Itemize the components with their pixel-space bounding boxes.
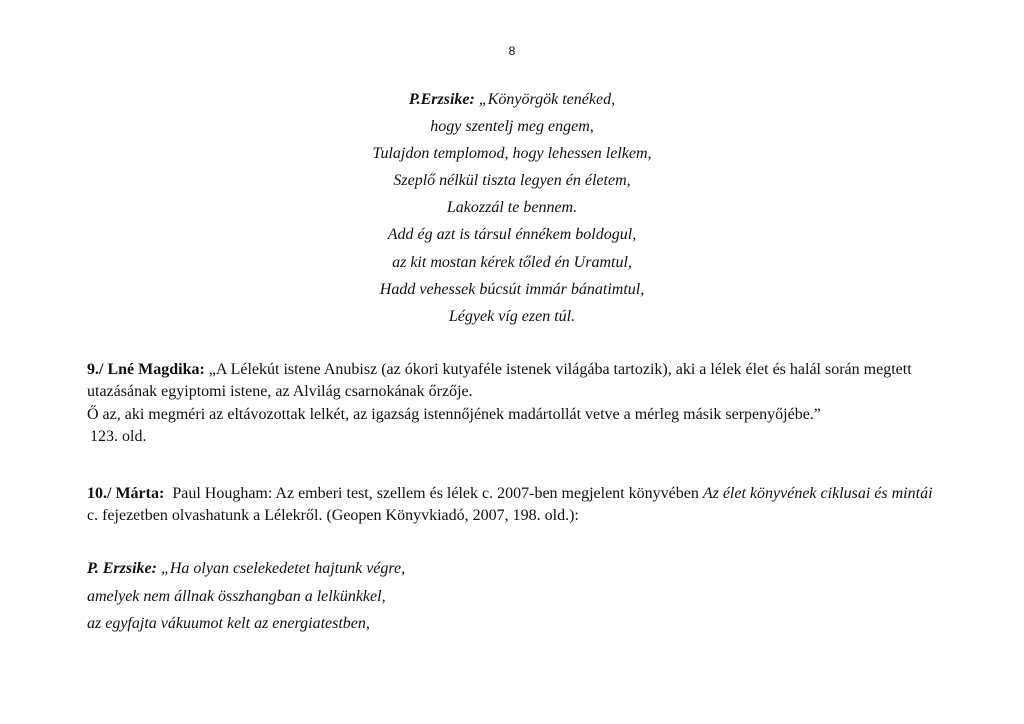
- speaker-label: 10./ Márta:: [87, 485, 165, 502]
- poem-line: Tulajdon templomod, hogy lehessen lelkem,: [372, 145, 652, 163]
- poem-line: Lakozzál te bennem.: [446, 199, 578, 217]
- paragraph-text: Paul Hougham: Az emberi test, szellem és lélek c. 2007-ben megjelent könyvében: [172, 485, 699, 502]
- speaker-label: P.Erzsike:: [408, 91, 475, 108]
- poem-line: Hadd vehessek búcsút immár bánatimtul,: [379, 280, 645, 298]
- page-reference: 123. old.: [90, 428, 147, 445]
- paragraph-item-9-continued: [87, 404, 937, 448]
- paragraph-text: c. fejezetben olvashatunk a Lélekről. (Geopen Könyvkiadó, 2007, 198. old.):: [87, 507, 579, 524]
- poem-block-1: [0, 86, 1024, 330]
- poem-text: „Könyörgök tenéked,: [478, 91, 616, 108]
- book-chapter-title: Az élet könyvének ciklusai és mintái: [702, 485, 933, 502]
- poem-text: „Ha olyan cselekedetet hajtunk végre,: [160, 560, 406, 577]
- paragraph-item-10: [87, 483, 937, 527]
- poem-line: az egyfajta vákuumot kelt az energiatestben,: [87, 615, 370, 632]
- paragraph-item-9: [87, 359, 937, 403]
- poem-line: Szeplő nélkül tiszta legyen én életem,: [393, 172, 631, 190]
- poem-line: [0, 86, 1024, 113]
- poem-line: Légyek víg ezen túl.: [448, 307, 576, 325]
- poem-line: az kit mostan kérek tőled én Uramtul,: [392, 253, 632, 271]
- poem-line: [87, 555, 937, 583]
- paragraph-text: „A Lélekút istene Anubisz (az ókori kutyaféle istenek világába tartozik), aki a lélek élet és halál során megtett utazásának egyiptomi istene, az Alvilág csarnokának őrzője.: [87, 361, 912, 400]
- speaker-label: P. Erzsike:: [87, 560, 157, 577]
- poem-line: Add ég azt is társul énnékem boldogul,: [387, 226, 637, 244]
- speaker-label: 9./ Lné Magdika:: [87, 361, 205, 378]
- paragraph-text: Ő az, aki megméri az eltávozottak lelkét, az igazság istennőjének madártollát vetve a mérleg másik serpenyőjébe.”: [87, 406, 821, 423]
- poem-line: amelyek nem állnak összhangban a lelkünkkel,: [87, 587, 386, 605]
- poem-block-2: [87, 555, 937, 638]
- poem-line: hogy szentelj meg engem,: [430, 118, 594, 136]
- page-number: 8: [508, 44, 516, 58]
